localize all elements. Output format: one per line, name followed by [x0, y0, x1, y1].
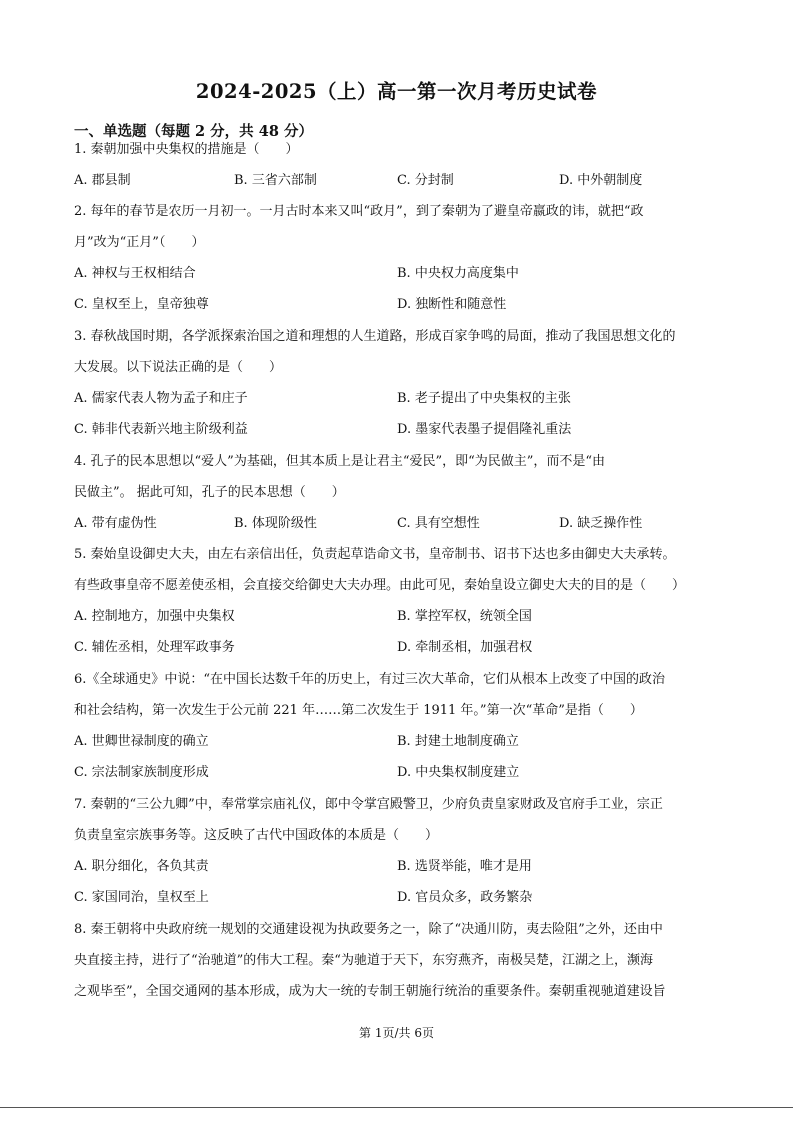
question-7-option-a: A. 职分细化，各负其责 — [74, 859, 209, 874]
question-3-option-c: C. 韩非代表新兴地主阶级利益 — [74, 422, 248, 437]
page-footer: 第 1页/共 6页 — [359, 1026, 434, 1040]
question-5-option-c: C. 辅佐丞相，处理军政事务 — [74, 640, 235, 655]
question-5-option-d: D. 牵制丞相，加强君权 — [397, 640, 533, 655]
question-2-option-c: C. 皇权至上，皇帝独尊 — [74, 297, 209, 312]
question-8-stem-line: 8. 秦王朝将中央政府统一规划的交通建设视为执政要务之一，除了“决通川防，夷去险阻”之外，还由中 — [74, 922, 663, 937]
question-8-stem-line: 之观毕至”，全国交通网的基本形成，成为大一统的专制王朝施行统治的重要条件。秦朝重视驰道建设旨 — [74, 984, 666, 999]
question-3-option-a: A. 儒家代表人物为孟子和庄子 — [74, 391, 248, 406]
question-6-option-b: B. 封建土地制度确立 — [397, 734, 519, 749]
question-2-option-d: D. 独断性和随意性 — [397, 297, 507, 312]
question-1-option-a: A. 郡县制 — [74, 173, 131, 188]
question-1-option-c: C. 分封制 — [397, 173, 454, 188]
question-7-option-d: D. 官员众多，政务繁杂 — [397, 890, 533, 905]
question-3-stem-line: 大发展。以下说法正确的是（ ） — [74, 360, 283, 375]
question-1-option-b: B. 三省六部制 — [234, 173, 317, 188]
question-5-stem-line: 5. 秦始皇设御史大夫，由左右亲信出任，负责起草诰命文书，皇帝制书、诏书下达也多由御史大夫承转。 — [74, 547, 676, 562]
question-2-option-b: B. 中央权力高度集中 — [397, 266, 519, 281]
question-8-stem-line: 央直接主持，进行了“治驰道”的伟大工程。秦“为驰道于天下，东穷燕齐，南极吴楚，江湖之上，濒海 — [74, 953, 653, 968]
question-4-option-b: B. 体现阶级性 — [234, 516, 317, 531]
question-3-option-d: D. 墨家代表墨子提倡隆礼重法 — [397, 422, 572, 437]
question-6-stem-line: 和社会结构，第一次发生于公元前 221 年……第二次发生于 1911 年。”第一次“革命”是指（ ） — [74, 703, 643, 718]
question-6-stem-line: 6.《全球通史》中说：“在中国长达数千年的历史上，有过三次大革命，它们从根本上改变了中国的政治 — [74, 672, 666, 687]
question-7-option-c: C. 家国同治，皇权至上 — [74, 890, 209, 905]
question-4-option-a: A. 带有虚伪性 — [74, 516, 157, 531]
question-1-option-d: D. 中外朝制度 — [559, 173, 643, 188]
question-5-option-b: B. 掌控军权，统领全国 — [397, 609, 532, 624]
question-5-stem-line: 有些政事皇帝不愿差使丞相，会直接交给御史大夫办理。由此可见，秦始皇设立御史大夫的目的是（ ） — [74, 578, 686, 593]
question-2-stem-line: 2. 每年的春节是农历一月初一。一月古时本来又叫“政月”，到了秦朝为了避皇帝嬴政的讳，就把“政 — [74, 204, 644, 219]
question-2-stem-line: 月”改为“正月”（ ） — [74, 235, 205, 250]
question-2-option-a: A. 神权与王权相结合 — [74, 266, 196, 281]
bottom-divider — [0, 1107, 793, 1108]
question-7-option-b: B. 选贤举能，唯才是用 — [397, 859, 532, 874]
question-7-stem-line: 7. 秦朝的“三公九卿”中，奉常掌宗庙礼仪，郎中令掌宫殿警卫，少府负责皇家财政及官府手工业，宗正 — [74, 797, 663, 812]
question-3-stem-line: 3. 春秋战国时期，各学派探索治国之道和理想的人生道路，形成百家争鸣的局面，推动了我国思想文化的 — [74, 329, 676, 344]
section-heading: 一、单选题（每题 2 分，共 48 分） — [74, 123, 313, 140]
question-3-option-b: B. 老子提出了中央集权的主张 — [397, 391, 571, 406]
question-6-option-d: D. 中央集权制度建立 — [397, 765, 520, 780]
question-4-stem-line: 4. 孔子的民本思想以“爱人”为基础，但其本质上是让君主“爱民”，即“为民做主”，而不是“由 — [74, 454, 606, 469]
question-6-option-a: A. 世卿世禄制度的确立 — [74, 734, 209, 749]
question-6-option-c: C. 宗法制家族制度形成 — [74, 765, 209, 780]
question-1-stem-line: 1. 秦朝加强中央集权的措施是（ ） — [74, 142, 299, 157]
question-4-option-d: D. 缺乏操作性 — [559, 516, 643, 531]
question-7-stem-line: 负责皇室宗族事务等。这反映了古代中国政体的本质是（ ） — [74, 828, 439, 843]
question-5-option-a: A. 控制地方，加强中央集权 — [74, 609, 235, 624]
question-4-option-c: C. 具有空想性 — [397, 516, 480, 531]
question-4-stem-line: 民做主”。 据此可知，孔子的民本思想（ ） — [74, 485, 345, 500]
page-title: 2024-2025（上）高一第一次月考历史试卷 — [195, 80, 598, 103]
